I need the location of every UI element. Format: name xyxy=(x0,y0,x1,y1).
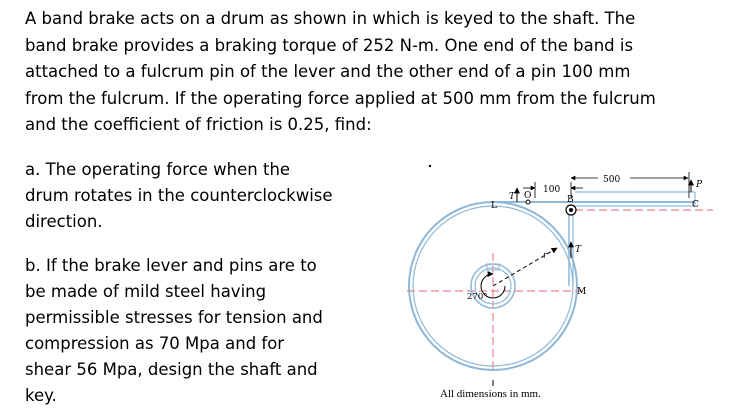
label-p: P xyxy=(696,180,703,190)
question-a-line: direction. xyxy=(25,212,103,231)
question-a-line: a. The operating force when the xyxy=(25,160,291,179)
label-b: B xyxy=(567,195,574,205)
label-c: C xyxy=(692,200,699,210)
question-b-line: shear 56 Mpa, design the shaft and xyxy=(25,360,318,379)
intro-line: and the coefficient of friction is 0.25, find: xyxy=(25,115,372,134)
question-b-line: compression as 70 Mpa and for xyxy=(25,334,285,353)
dim-100-label: 100 xyxy=(543,185,561,195)
intro-line: attached to a fulcrum pin of the lever and the other end of a pin 100 mm xyxy=(25,62,631,81)
question-b-line: permissible stresses for tension and xyxy=(25,308,323,327)
question-b-line: b. If the brake lever and pins are to xyxy=(25,256,317,275)
dim-500-label: 500 xyxy=(603,175,621,185)
label-t-right: T xyxy=(575,245,582,255)
question-a-line: drum rotates in the counterclockwise xyxy=(25,186,333,205)
label-m: M xyxy=(577,287,587,297)
stray-dot xyxy=(429,165,431,167)
intro-line: A band brake acts on a drum as shown in which is keyed to the shaft. The xyxy=(25,9,636,28)
wrap-angle-label: 270° xyxy=(467,292,488,302)
intro-line: band brake provides a braking torque of 252 N-m. One end of the band is xyxy=(25,35,634,55)
label-o: O xyxy=(524,191,532,201)
question-b-line: key. xyxy=(25,386,57,405)
band-brake-diagram xyxy=(395,158,735,410)
radius-label: r xyxy=(543,251,548,261)
label-t-top: T xyxy=(509,192,516,202)
pin-b-inner xyxy=(569,208,573,212)
question-b xyxy=(25,253,375,409)
band-brake-figure xyxy=(395,158,735,410)
intro-line: from the fulcrum. If the operating force applied at 500 mm from the fulcrum xyxy=(25,88,656,108)
figure-caption: All dimensions in mm. xyxy=(440,388,541,400)
question-a xyxy=(25,157,375,235)
question-b-line: be made of mild steel having xyxy=(25,282,267,301)
label-l: L xyxy=(491,201,497,211)
problem-statement xyxy=(25,6,730,139)
